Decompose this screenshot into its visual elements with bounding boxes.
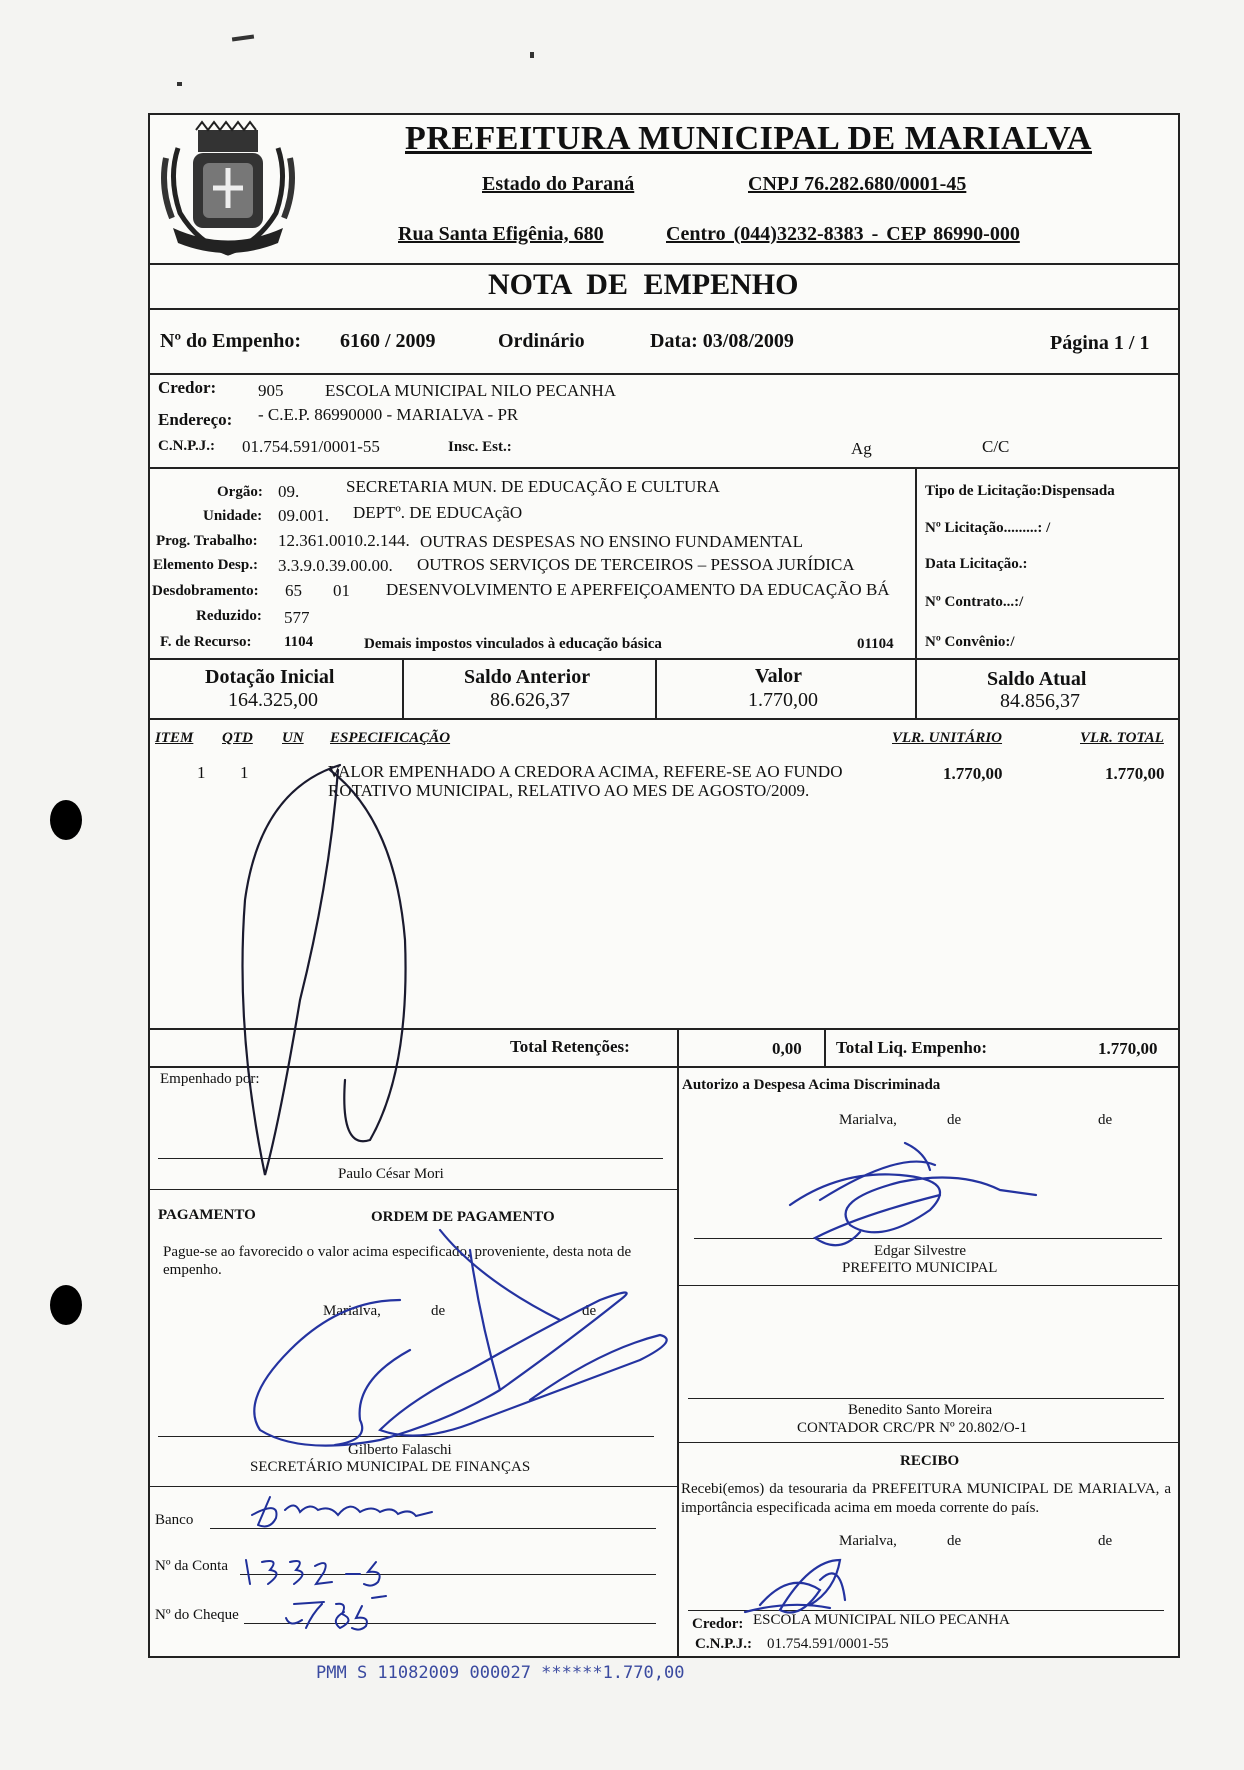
secretario-nome: Gilberto Falaschi xyxy=(348,1442,452,1458)
ag-label: Ag xyxy=(851,439,872,458)
empenho-date: Data: 03/08/2009 xyxy=(650,330,794,352)
col-header-unit-value: VLR. UNITÁRIO xyxy=(892,730,1003,746)
contador-cargo: CONTADOR CRC/PR Nº 20.802/O-1 xyxy=(797,1420,1028,1436)
unidade-label: Unidade: xyxy=(203,508,263,524)
total-liquido-label: Total Liq. Empenho: xyxy=(836,1038,987,1057)
data-licitacao: Data Licitação.: xyxy=(925,556,1028,572)
prog-trabalho-code: 12.361.0010.2.144. xyxy=(278,531,410,550)
date-de-3b: de xyxy=(1098,1533,1113,1549)
fonte-recurso-num: 01104 xyxy=(857,636,894,652)
empenhado-por-label: Empenhado por: xyxy=(160,1071,260,1087)
endereco-label: Endereço: xyxy=(158,410,233,429)
empenhado-por-nome: Paulo César Mori xyxy=(338,1166,444,1182)
recibo-credor-label: Credor: xyxy=(692,1616,744,1632)
date-de-1b: de xyxy=(1098,1112,1113,1128)
date-de-2b: de xyxy=(582,1303,597,1319)
footer-print-code: PMM S 11082009 000027 ******1.770,00 xyxy=(316,1663,685,1683)
saldo-anterior-label: Saldo Anterior xyxy=(464,666,591,688)
total-retencoes-value: 0,00 xyxy=(772,1039,802,1058)
date-de-1a: de xyxy=(947,1112,962,1128)
date-de-2a: de xyxy=(431,1303,446,1319)
row-unit-value: 1.770,00 xyxy=(943,764,1003,783)
tipo-licitacao: Tipo de Licitação:Dispensada xyxy=(925,483,1115,499)
empenho-type: Ordinário xyxy=(498,330,585,352)
document-title: NOTA DE EMPENHO xyxy=(488,268,799,301)
elemento-label: Elemento Desp.: xyxy=(153,557,258,573)
saldo-anterior-value: 86.626,37 xyxy=(490,689,570,711)
autorizo-label: Autorizo a Despesa Acima Discriminada xyxy=(682,1077,941,1093)
reduzido-value: 577 xyxy=(284,608,310,627)
district-phone-cep: Centro (044)3232-8383 - CEP 86990-000 xyxy=(666,223,1020,245)
total-liquido-value: 1.770,00 xyxy=(1098,1039,1158,1058)
row-spec-line2: ROTATIVO MUNICIPAL, RELATIVO AO MES DE AGOSTO/2009. xyxy=(328,781,810,800)
city-hall-title: PREFEITURA MUNICIPAL DE MARIALVA xyxy=(405,120,1092,157)
prefeito-cargo: PREFEITO MUNICIPAL xyxy=(842,1260,998,1276)
orgao-label: Orgão: xyxy=(217,484,263,500)
desdobramento-label: Desdobramento: xyxy=(152,583,259,599)
empenho-number-label: Nº do Empenho: xyxy=(160,330,302,352)
ordem-pagamento-label: ORDEM DE PAGAMENTO xyxy=(371,1209,555,1225)
prefeito-nome: Edgar Silvestre xyxy=(874,1243,967,1259)
numero-licitacao: Nº Licitação.........: / xyxy=(925,520,1051,536)
insc-est-label: Insc. Est.: xyxy=(448,439,512,455)
credor-cnpj: 01.754.591/0001-55 xyxy=(242,437,380,456)
dotacao-inicial-label: Dotação Inicial xyxy=(205,666,335,688)
desdobramento-code2: 01 xyxy=(333,581,350,600)
fonte-recurso-code: 1104 xyxy=(284,634,314,650)
unidade-desc: DEPTº. DE EDUCAçãO xyxy=(353,503,523,522)
numero-convenio: Nº Convênio:/ xyxy=(925,634,1015,650)
cheque-label: Nº do Cheque xyxy=(155,1607,239,1623)
elemento-code: 3.3.9.0.39.00.00. xyxy=(278,556,393,575)
prog-trabalho-desc: OUTRAS DESPESAS NO ENSINO FUNDAMENTAL xyxy=(420,532,804,551)
saldo-atual-value: 84.856,37 xyxy=(1000,690,1080,712)
cc-label: C/C xyxy=(982,437,1010,456)
row-total-value: 1.770,00 xyxy=(1105,764,1165,783)
col-header-total-value: VLR. TOTAL xyxy=(1080,730,1164,746)
saldo-atual-label: Saldo Atual xyxy=(987,668,1087,690)
orgao-code: 09. xyxy=(278,482,300,501)
recibo-label: RECIBO xyxy=(900,1453,960,1469)
contador-nome: Benedito Santo Moreira xyxy=(848,1402,993,1418)
cnpj-label: C.N.P.J.: xyxy=(158,438,215,454)
row-spec-line1: VALOR EMPENHADO A CREDORA ACIMA, REFERE-SE AO FUNDO xyxy=(328,762,843,781)
fonte-recurso-desc: Demais impostos vinculados à educação básica xyxy=(364,636,662,652)
elemento-desc: OUTROS SERVIÇOS DE TERCEIROS – PESSOA JURÍDICA xyxy=(417,555,855,574)
recibo-credor-nome: ESCOLA MUNICIPAL NILO PECANHA xyxy=(753,1612,1010,1628)
credor-label: Credor: xyxy=(158,378,217,397)
col-header-qtd: QTD xyxy=(222,730,253,746)
desdobramento-code: 65 xyxy=(285,581,302,600)
recibo-cnpj-value: 01.754.591/0001-55 xyxy=(767,1636,889,1652)
marialva-date-3: Marialva, xyxy=(839,1533,897,1549)
page-indicator: Página 1 / 1 xyxy=(1050,332,1150,354)
pagamento-label: PAGAMENTO xyxy=(158,1207,256,1223)
state-name: Estado do Paraná xyxy=(482,173,635,195)
row-qtd: 1 xyxy=(240,763,249,782)
empenho-number: 6160 / 2009 xyxy=(340,330,436,352)
valor-label: Valor xyxy=(755,665,803,687)
credor-name: ESCOLA MUNICIPAL NILO PECANHA xyxy=(325,381,617,400)
col-header-un: UN xyxy=(282,730,304,746)
banco-label: Banco xyxy=(155,1512,194,1528)
street-address: Rua Santa Efigênia, 680 xyxy=(398,223,604,245)
row-item: 1 xyxy=(197,763,206,782)
numero-contrato: Nº Contrato...:/ xyxy=(925,594,1024,610)
cnpj-header: CNPJ 76.282.680/0001-45 xyxy=(748,173,967,195)
marialva-date-2: Marialva, xyxy=(323,1303,381,1319)
col-header-item: ITEM xyxy=(155,730,194,746)
recibo-texto: Recebi(emos) da tesouraria da PREFEITURA MUNICIPAL DE MARIALVA, a importância especificada acima em moeda corrente do país. xyxy=(681,1481,1171,1516)
marialva-date-1: Marialva, xyxy=(839,1112,897,1128)
date-de-3a: de xyxy=(947,1533,962,1549)
pagamento-texto: Pague-se ao favorecido o valor acima especificado, proveniente, desta nota de empenho. xyxy=(163,1244,632,1278)
total-retencoes-label: Total Retenções: xyxy=(510,1037,630,1056)
dotacao-inicial-value: 164.325,00 xyxy=(228,689,318,711)
col-header-spec: ESPECIFICAÇÃO xyxy=(330,730,451,746)
endereco-value: - C.E.P. 86990000 - MARIALVA - PR xyxy=(258,405,519,424)
prog-trabalho-label: Prog. Trabalho: xyxy=(156,533,258,549)
unidade-code: 09.001. xyxy=(278,506,329,525)
conta-label: Nº da Conta xyxy=(155,1558,228,1574)
desdobramento-desc: DESENVOLVIMENTO E APERFEIÇOAMENTO DA EDUCAÇÃO BÁ xyxy=(386,580,890,599)
secretario-cargo: SECRETÁRIO MUNICIPAL DE FINANÇAS xyxy=(250,1459,531,1475)
fonte-recurso-label: F. de Recurso: xyxy=(160,634,252,650)
valor-value: 1.770,00 xyxy=(748,689,818,711)
credor-code: 905 xyxy=(258,381,284,400)
reduzido-label: Reduzido: xyxy=(196,608,262,624)
recibo-cnpj-label: C.N.P.J.: xyxy=(695,1636,752,1652)
orgao-desc: SECRETARIA MUN. DE EDUCAÇÃO E CULTURA xyxy=(346,477,720,496)
